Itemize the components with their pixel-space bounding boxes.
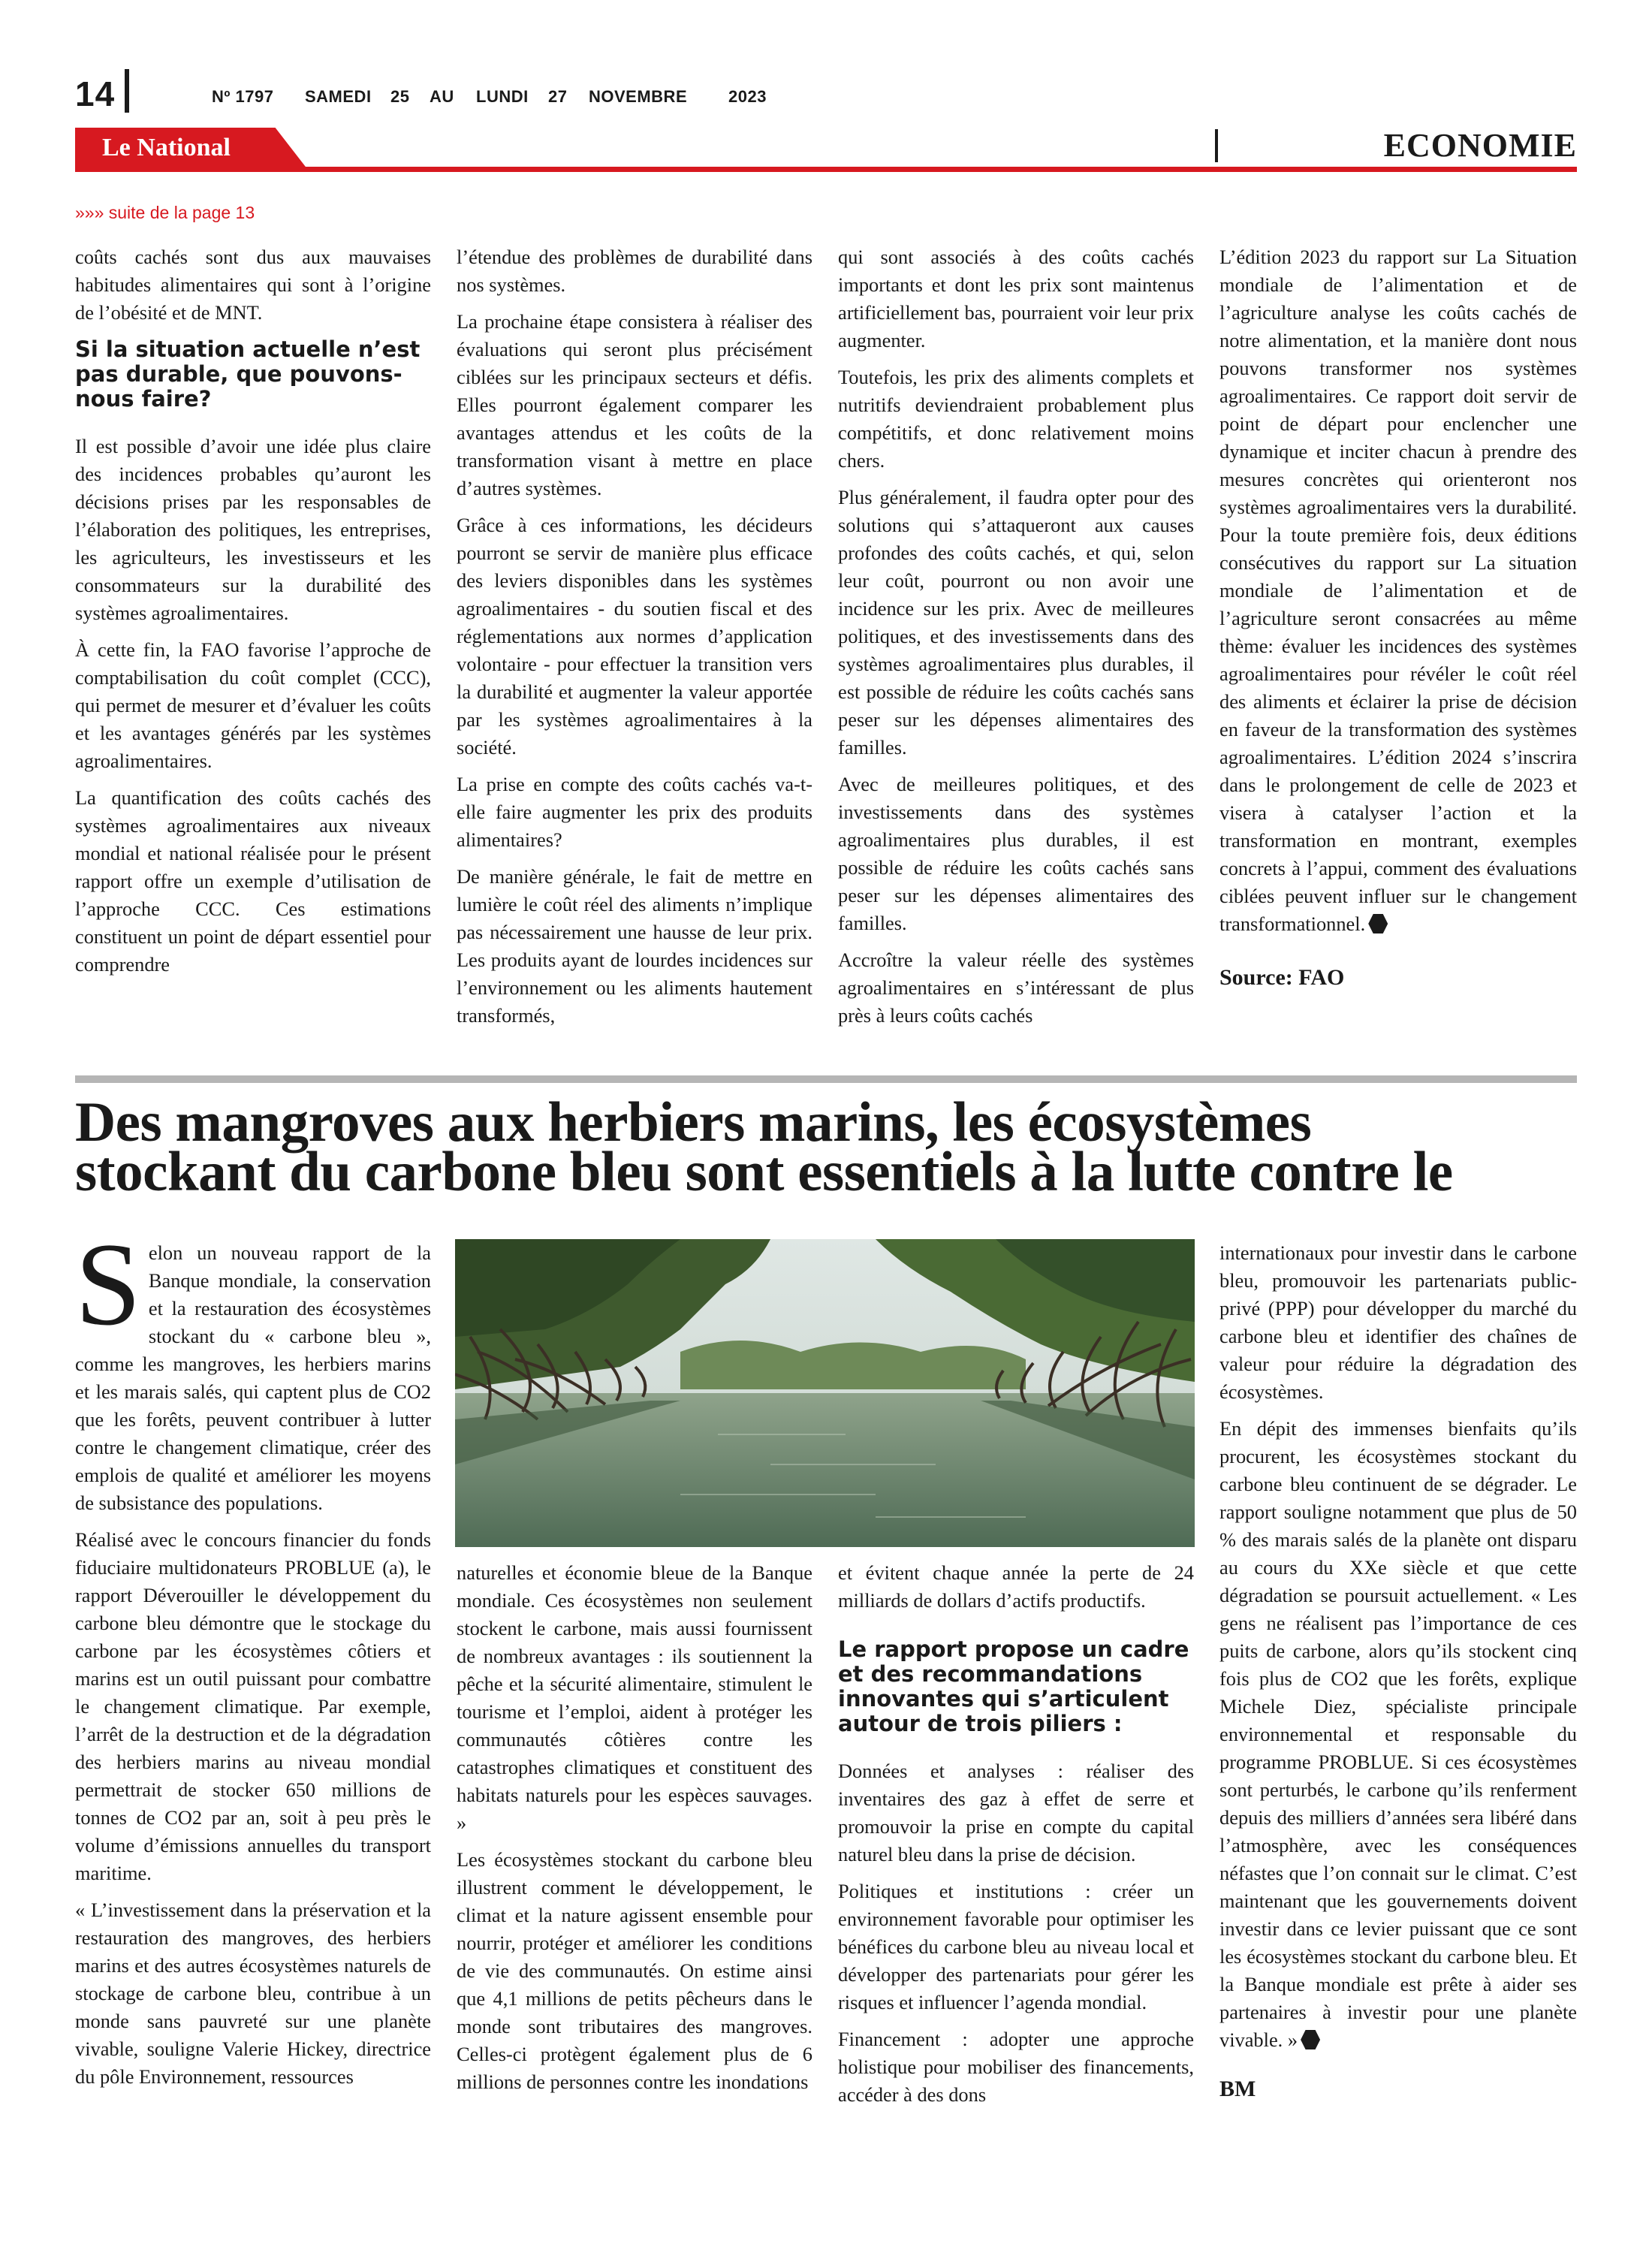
- paragraph: « L’investissement dans la préservation et la restauration des mangroves, des herbiers marins et des autres écosystèmes naturels de stockage de carbone bleu, contribue à un monde sans pauvreté sur une planète vivable, souligne Valerie Hickey, directrice du pôle Environnement, ressources: [75, 1899, 431, 2088]
- page-number-divider: [125, 69, 129, 113]
- bottom-article-column-3: [838, 1559, 1194, 2118]
- date-year: 2023: [728, 87, 767, 106]
- paragraph: Accroître la valeur réelle des systèmes agroalimentaires en s’intéressant de plus près à leurs coûts cachés: [838, 949, 1194, 1027]
- paragraph: Réalisé avec le concours financier du fonds fiduciaire multidonateurs PROBLUE (a), le rapport Déverouiller le développement du carbone bleu démontre que le stockage du carbone par les écosystèmes côtiers et marins est un outil puissant pour combattre le changement climatique. Par exemple, l’arrêt de la destruction et de la dégradation des herbiers marins au niveau mondial permettrait de stocker 650 millions de tonnes de CO2 par an, soit à peu près le volume d’émissions annuelles du transport maritime.: [75, 1528, 431, 1884]
- headline-line: stockant du carbone bleu sont essentiels à la lutte contre le: [75, 1141, 1453, 1203]
- paragraph: Toutefois, les prix des aliments complets et nutritifs deviendraient probablement plus compétitifs, et donc relativement moins chers.: [838, 366, 1194, 472]
- paragraph: l’étendue des problèmes de durabilité dans nos systèmes.: [457, 246, 812, 296]
- mangrove-photo: [455, 1239, 1195, 1547]
- date-start: 25: [390, 87, 410, 106]
- paragraph: De manière générale, le fait de mettre en lumière le coût réel des aliments n’implique pas nécessairement une hausse de leur prix. Les produits ayant de lourdes incidences sur l’environnement ou les aliments hautement transformés,: [457, 865, 812, 1027]
- paragraph: L’édition 2023 du rapport sur La Situation mondiale de l’alimentation et de l’agriculture analyse les coûts cachés de notre alimentation, et la manière dont nous pouvons transformer nos systèmes agroalimentaires. Ce rapport doit servir de point de départ pour enclencher une dynamique et inciter chacun à prendre des mesures concrètes qui orienteront nos systèmes agroalimentaires vers la durabilité. Pour la toute première fois, deux éditions consécutives du rapport sur La situation mondiale de l’alimentation et de l’agriculture seront consacrées au même thème: évaluer les incidences des systèmes agroalimentaires pour révéler le coût réel des aliments et éclairer la prise de décision en faveur de la transformation des systèmes agroalimentaires. L’édition 2024 s’inscrira dans le prolongement de celle de 2023 et visera à catalyser l’action et la transformation en montrant, exemples concrets à l’appui, comment des évaluations ciblées peuvent influer sur le changement transformationnel.: [1219, 246, 1577, 935]
- paragraph: qui sont associés à des coûts cachés importants et dont les prix sont maintenus artificiellement bas, pourraient voir leur prix augmenter.: [838, 246, 1194, 351]
- paragraph: Grâce à ces informations, les décideurs pourront se servir de manière plus efficace des leviers disponibles dans les systèmes agroalimentaires - du soutien fiscal et des réglementations aux normes d’application volontaire - pour effectuer la transition vers la durabilité et augmenter la valeur apportée par les systèmes agroalimentaires à la société.: [457, 514, 812, 759]
- paragraph: En dépit des immenses bienfaits qu’ils procurent, les écosystèmes stockant du carbone bleu continuent de se dégrader. Le rapport souligne notamment que plus de 50 % des marais salés de la planète ont disparu au cours du XXe siècle et que cette dégradation se poursuit actuellement. « Les gens ne réalisent pas l’importance de ces puits de carbone, alors qu’ils stockent cinq fois plus de CO2 que les forêts, explique Michele Diez, spécialiste principale environnemental et responsable du programme PROBLUE. Si ces écosystèmes sont perturbés, le carbone qu’ils renferment depuis des milliers d’années sera libéré dans l’atmosphère, avec les conséquences néfastes que l’on connait sur le climat. C’est maintenant que les gouvernements doivent investir dans ce levier puissant que ce sont les écosystèmes stockant du carbone bleu. Et la Banque mondiale est prête à aider ses partenaires à investir pour une planète vivable. »: [1219, 1417, 1577, 2051]
- bottom-article-column-1: [75, 1219, 431, 2100]
- continued-from-label: »»» suite de la page 13: [75, 203, 255, 222]
- date-month: NOVEMBRE: [589, 87, 688, 106]
- paragraph: La prise en compte des coûts cachés va-t-elle faire augmenter les prix des produits alimentaires?: [457, 773, 812, 851]
- date-day-end: LUNDI: [476, 87, 529, 106]
- article-headline: [75, 1091, 1577, 1203]
- subheading: Le rapport propose un cadre et des recommandations innovantes qui s’articulent autour de trois piliers :: [838, 1636, 1189, 1736]
- paragraph: internationaux pour investir dans le carbone bleu, promouvoir les partenariats public-privé (PPP) pour développer du marché du carbone bleu et identifier des chaînes de valeur pour réduire la dégradation des écosystèmes.: [1219, 1241, 1577, 1403]
- date-au: AU: [430, 87, 454, 106]
- subheading: Si la situation actuelle n’est pas durable, que pouvons-nous faire?: [75, 336, 421, 412]
- paragraph: coûts cachés sont dus aux mauvaises habitudes alimentaires qui sont à l’origine de l’obésité et de MNT.: [75, 246, 431, 324]
- article-byline: BM: [1219, 2077, 1256, 2101]
- header-rule: [75, 167, 1577, 172]
- article-source: Source: FAO: [1219, 965, 1345, 990]
- paragraph: Il est possible d’avoir une idée plus claire des incidences probables qu’auront les décisions prises par les responsables de l’élaboration des politiques, les entreprises, les agriculteurs, les investisseurs et les consommateurs sur la durabilité des systèmes agroalimentaires.: [75, 435, 431, 624]
- paragraph: Politiques et institutions : créer un environnement favorable pour optimiser les bénéfices du carbone bleu au niveau local et développer des partenariats pour gérer les risques et influencer l’agenda mondial.: [838, 1880, 1194, 2013]
- top-article-column-3: [838, 243, 1194, 1039]
- section-divider: [1215, 129, 1218, 162]
- paragraph: Avec de meilleures politiques, et des investissements dans des systèmes agroalimentaires plus durables, il est possible de réduire les coûts cachés sans peser sur les dépenses alimentaires des familles.: [838, 773, 1194, 934]
- top-article-column-4: [1219, 243, 1577, 991]
- section-label: ECONOMIE: [1383, 127, 1577, 164]
- date-end: 27: [548, 87, 568, 106]
- paragraph: elon un nouveau rapport de la Banque mondiale, la conservation et la restauration des écosystèmes stockant du « carbone bleu », comme les mangroves, les herbiers marins et les marais salés, qui captent plus de CO2 que les forêts, peuvent contribuer à lutter contre le changement climatique, créer des emplois de qualité et améliorer les moyens de subsistance des populations.: [75, 1241, 431, 1514]
- paragraph: naturelles et économie bleue de la Banque mondiale. Ces écosystèmes non seulement stockent le carbone, mais aussi fournissent de nombreux avantages : ils soutiennent la pêche et la sécurité alimentaire, stimulent le tourisme et l’emploi, aident à protéger les communautés côtières contre les catastrophes climatiques et constituent des habitats naturels pour les espèces sauvages. »: [457, 1561, 812, 1834]
- paragraph: et évitent chaque année la perte de 24 milliards de dollars d’actifs productifs.: [838, 1561, 1194, 1612]
- article-divider: [75, 1075, 1577, 1083]
- top-article-column-2: [457, 243, 812, 1039]
- paragraph: Plus généralement, il faudra opter pour des solutions qui s’attaqueront aux causes profondes des coûts cachés, et qui, selon leur coût, pourront ou non avoir une incidence sur les prix. Avec de meilleures politiques, et des investissements dans des systèmes agroalimentaires plus durables, il est possible de réduire les coûts cachés sans peser sur les dépenses alimentaires des familles.: [838, 486, 1194, 759]
- bottom-article-column-4: [1219, 1239, 1577, 2103]
- headline-line: Des mangroves aux herbiers marins, les écosystèmes: [75, 1091, 1312, 1154]
- bottom-article-column-2: [457, 1559, 812, 2105]
- paragraph: La quantification des coûts cachés des systèmes agroalimentaires aux niveaux mondial et national réalisée pour le présent rapport offre un exemple d’utilisation de l’approche CCC. Ces estimations constituent un point de départ essentiel pour comprendre: [75, 786, 431, 976]
- date-day-start: SAMEDI: [305, 87, 372, 106]
- brand-name: Le National: [102, 134, 231, 161]
- paragraph: Financement : adopter une approche holistique pour mobiliser des financements, accéder à des dons: [838, 2028, 1194, 2106]
- paragraph: Les écosystèmes stockant du carbone bleu illustrent comment le développement, le climat et la nature agissent ensemble pour nourrir, protéger et améliorer les conditions de vie des communautés. On estime ainsi que 4,1 millions de petits pêcheurs dans le monde sont tributaires des mangroves. Celles-ci protègent également plus de 6 millions de personnes contre les inondations: [457, 1848, 812, 2093]
- end-of-article-icon: [1368, 914, 1388, 933]
- paragraph: La prochaine étape consistera à réaliser des évaluations qui seront plus précisément ciblées sur les principaux secteurs et défis. Elles pourront également comparer les avantages attendus et les coûts de la transformation visant à mettre en place d’autres systèmes.: [457, 310, 812, 499]
- drop-cap: S: [75, 1219, 141, 1350]
- paragraph: Données et analyses : réaliser des inventaires des gaz à effet de serre et promouvoir la prise en compte du capital naturel bleu dans la prise de décision.: [838, 1760, 1194, 1865]
- paragraph: À cette fin, la FAO favorise l’approche de comptabilisation du coût complet (CCC), qui permet de mesurer et d’évaluer les coûts et les avantages générés par les systèmes agroalimentaires.: [75, 638, 431, 772]
- top-article-column-1: [75, 243, 431, 988]
- end-of-article-icon: [1301, 2030, 1320, 2049]
- issue-number: Nº 1797: [212, 87, 274, 106]
- page-number: 14: [75, 74, 116, 113]
